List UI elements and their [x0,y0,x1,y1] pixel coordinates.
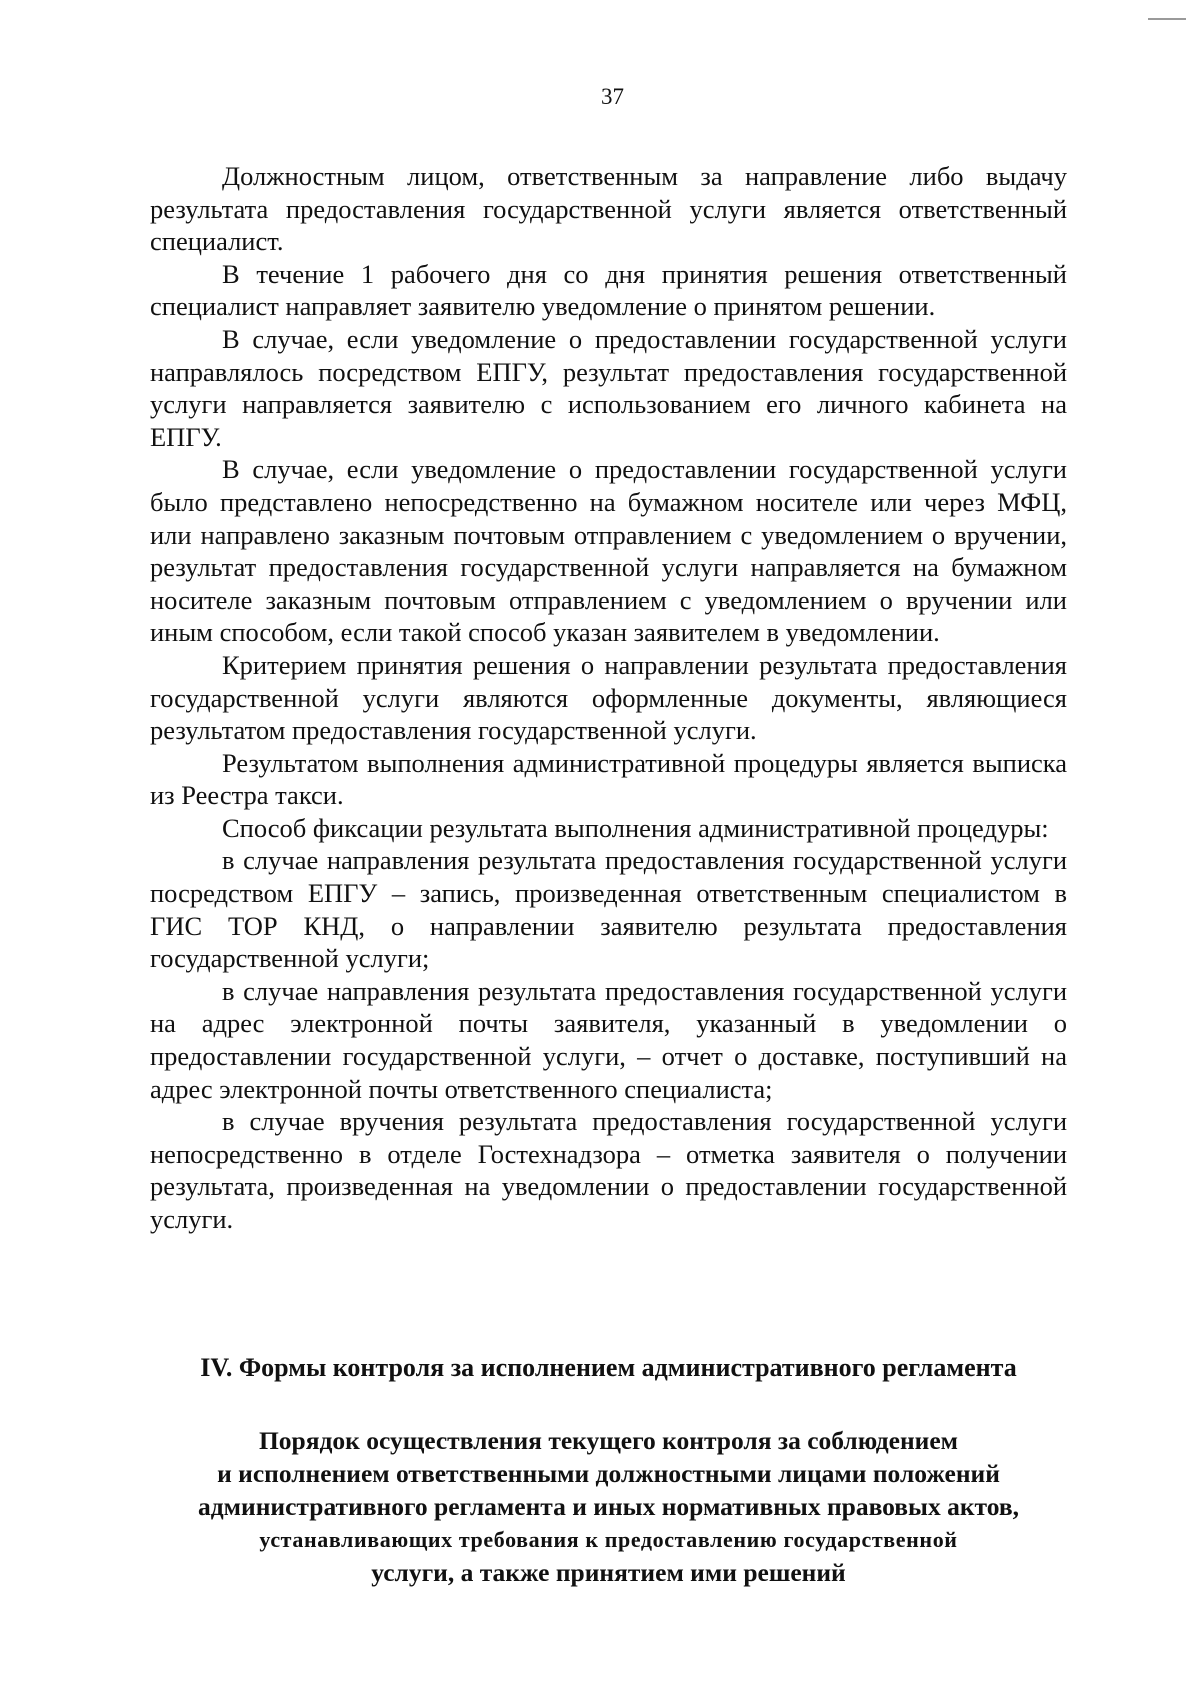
subsection-heading [150,1424,1067,1589]
subsection-heading-line: Порядок осуществления текущего контроля за соблюдением [258,1426,959,1455]
section-heading: IV. Формы контроля за исполнением административного регламента [200,1353,1017,1382]
body-text [150,160,1067,1236]
list-item-epgu-record: в случае направления результата предоставления государственной услуги посредством ЕПГУ – запись, произведенная ответственным специалистом в ГИС ТОР КНД, о направлении заявителю результата предоставления государственной услуги; [150,845,1067,974]
subsection-heading-line: административного регламента и иных нормативных правовых актов, [198,1492,1019,1521]
subsection-heading-line: и исполнением ответственными должностными лицами положений [217,1459,1000,1488]
paragraph-epgu-delivery: В случае, если уведомление о предоставлении государственной услуги направлялось посредством ЕПГУ, результат предоставления государственной услуги направляется заявителю с использованием его личного кабинета на ЕПГУ. [150,323,1067,452]
paragraph-decision-criterion: Критерием принятия решения о направлении результата предоставления государственной услуги являются оформленные документы, являющиеся результатом предоставления государственной услуги. [150,649,1067,746]
paragraph-responsible-official: Должностным лицом, ответственным за направление либо выдачу результата предоставления государственной услуги является ответственный специалист. [150,161,1067,257]
list-item-email-report: в случае направления результата предоставления государственной услуги на адрес электронной почты заявителя, указанный в уведомлении о предоставлении государственной услуги, – отчет о доставке, поступивший на адрес электронной почты ответственного специалиста; [150,975,1067,1104]
list-item-in-person-mark: в случае вручения результата предоставления государственной услуги непосредственно в отделе Гостехнадзора – отметка заявителя о получении результата, произведенная на уведомлении о предоставлении государственной услуги. [150,1106,1067,1234]
page-number: 37 [601,84,624,109]
subsection-heading-line: устанавливающих требования к предоставлению государственной [259,1527,958,1552]
scan-corner-mark [1148,18,1186,20]
subsection-heading-line: услуги, а также принятием ими решений [371,1558,846,1587]
paragraph-procedure-result: Результатом выполнения административной процедуры является выписка из Реестра такси. [150,747,1067,811]
paragraph-paper-delivery: В случае, если уведомление о предоставлении государственной услуги было представлено непосредственно на бумажном носителе или через МФЦ, или направлено заказным почтовым отправлением с уведомлением о вручении, результат предоставления государственной услуги направляется на бумажном носителе заказным почтовым отправлением с уведомлением о вручении или иным способом, если такой способ указан заявителем в уведомлении. [150,454,1067,648]
paragraph-recording-method: Способ фиксации результата выполнения административной процедуры: [222,812,1049,843]
paragraph-notification-deadline: В течение 1 рабочего дня со дня принятия решения ответственный специалист направляет заявителю уведомление о принятом решении. [150,258,1067,322]
